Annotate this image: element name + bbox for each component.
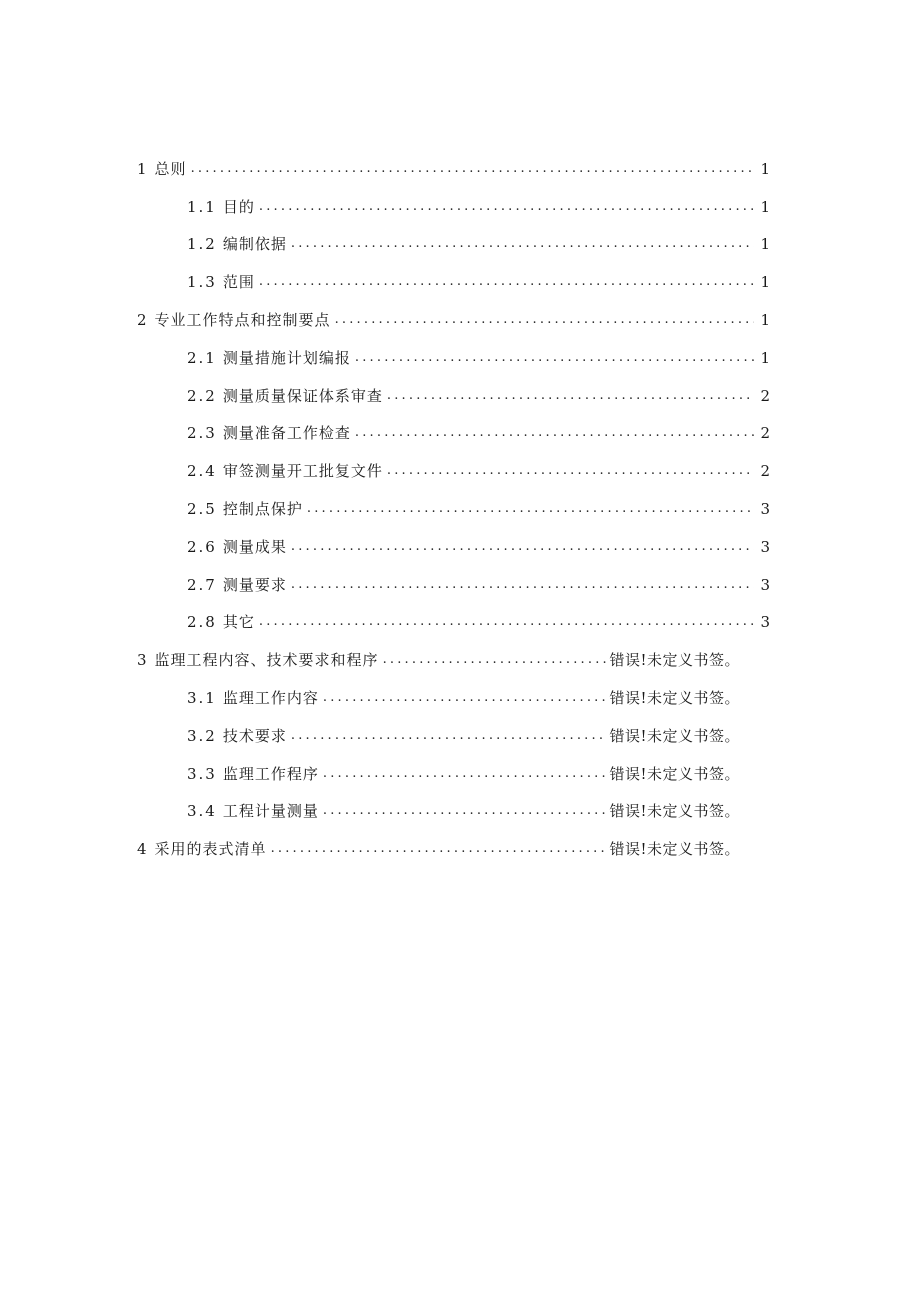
toc-entry-2-8[interactable] xyxy=(0,604,920,642)
toc-entry-number: 3 xyxy=(137,651,149,670)
toc-entry-title: 控制点保护 xyxy=(222,500,303,519)
toc-entry-1[interactable] xyxy=(0,150,920,188)
toc-entry-title: 编制依据 xyxy=(222,235,287,254)
toc-dot-leader xyxy=(307,499,754,519)
toc-entry-title: 监理工作程序 xyxy=(222,764,319,783)
toc-entry-2-1[interactable] xyxy=(0,339,920,377)
toc-dot-leader xyxy=(191,159,754,179)
toc-dot-leader xyxy=(291,234,754,254)
toc-dot-leader xyxy=(383,650,608,670)
toc-entry-number: 3.3 xyxy=(187,764,217,783)
toc-entry-page: 2 xyxy=(760,386,770,405)
toc-entry-title: 测量要求 xyxy=(222,575,287,594)
toc-dot-leader xyxy=(259,197,754,217)
toc-entry-number: 3.4 xyxy=(187,802,217,821)
toc-entry-3-1[interactable] xyxy=(0,679,920,717)
toc-dot-leader xyxy=(291,575,754,595)
toc-entry-page: 3 xyxy=(760,613,770,632)
toc-entry-page: 错误!未定义书签。 xyxy=(609,840,740,859)
toc-dot-leader xyxy=(291,537,754,557)
toc-entry-number: 2.1 xyxy=(187,348,217,367)
toc-entry-4[interactable] xyxy=(0,830,920,868)
toc-entry-page: 1 xyxy=(760,348,770,367)
toc-dot-leader xyxy=(335,310,754,330)
toc-entry-1-2[interactable] xyxy=(0,226,920,264)
toc-entry-page: 错误!未定义书签。 xyxy=(609,689,740,708)
toc-entry-title: 测量准备工作检查 xyxy=(222,424,351,443)
toc-dot-leader xyxy=(323,688,608,708)
toc-entry-number: 2.8 xyxy=(187,613,217,632)
toc-entry-title: 测量措施计划编报 xyxy=(222,348,351,367)
toc-entry-title: 技术要求 xyxy=(222,726,287,745)
toc-dot-leader xyxy=(387,461,754,481)
toc-dot-leader xyxy=(323,764,608,784)
toc-entry-page: 错误!未定义书签。 xyxy=(609,802,740,821)
toc-entry-title: 监理工作内容 xyxy=(222,689,319,708)
toc-entry-3[interactable] xyxy=(0,641,920,679)
table-of-contents xyxy=(0,150,920,868)
toc-dot-leader xyxy=(271,839,608,859)
toc-entry-title: 专业工作特点和控制要点 xyxy=(154,311,331,330)
toc-entry-page: 3 xyxy=(760,575,770,594)
toc-entry-page: 错误!未定义书签。 xyxy=(609,764,740,783)
toc-entry-2-7[interactable] xyxy=(0,566,920,604)
toc-entry-number: 1.2 xyxy=(187,235,217,254)
toc-entry-2-3[interactable] xyxy=(0,415,920,453)
toc-entry-2[interactable] xyxy=(0,301,920,339)
toc-entry-2-6[interactable] xyxy=(0,528,920,566)
toc-entry-page: 3 xyxy=(760,537,770,556)
toc-entry-page: 错误!未定义书签。 xyxy=(609,651,740,670)
toc-dot-leader xyxy=(323,801,608,821)
toc-entry-1-3[interactable] xyxy=(0,263,920,301)
toc-entry-number: 1 xyxy=(137,159,149,178)
toc-entry-3-2[interactable] xyxy=(0,717,920,755)
toc-entry-number: 2.3 xyxy=(187,424,217,443)
toc-entry-title: 监理工程内容、技术要求和程序 xyxy=(154,651,379,670)
toc-entry-page: 3 xyxy=(760,500,770,519)
toc-entry-title: 采用的表式清单 xyxy=(154,840,267,859)
toc-entry-page: 2 xyxy=(760,424,770,443)
toc-entry-number: 4 xyxy=(137,840,149,859)
toc-entry-number: 1.1 xyxy=(187,197,217,216)
toc-entry-page: 1 xyxy=(760,273,770,292)
toc-entry-number: 1.3 xyxy=(187,273,217,292)
toc-entry-title: 测量质量保证体系审查 xyxy=(222,386,383,405)
toc-entry-title: 总则 xyxy=(154,159,187,178)
toc-entry-number: 2.7 xyxy=(187,575,217,594)
toc-dot-leader xyxy=(355,348,754,368)
toc-entry-number: 3.2 xyxy=(187,726,217,745)
toc-entry-page: 1 xyxy=(760,159,770,178)
toc-entry-title: 审签测量开工批复文件 xyxy=(222,462,383,481)
toc-entry-2-5[interactable] xyxy=(0,490,920,528)
toc-dot-leader xyxy=(291,726,608,746)
toc-entry-page: 1 xyxy=(760,235,770,254)
toc-entry-page: 1 xyxy=(760,311,770,330)
toc-dot-leader xyxy=(355,423,754,443)
toc-entry-number: 2.5 xyxy=(187,500,217,519)
toc-entry-2-4[interactable] xyxy=(0,452,920,490)
toc-entry-number: 2.4 xyxy=(187,462,217,481)
toc-entry-title: 范围 xyxy=(222,273,255,292)
toc-entry-title: 测量成果 xyxy=(222,537,287,556)
toc-entry-number: 2.6 xyxy=(187,537,217,556)
toc-entry-page: 1 xyxy=(760,197,770,216)
toc-entry-title: 工程计量测量 xyxy=(222,802,319,821)
toc-entry-page: 错误!未定义书签。 xyxy=(609,726,740,745)
toc-entry-3-3[interactable] xyxy=(0,755,920,793)
toc-entry-page: 2 xyxy=(760,462,770,481)
toc-entry-number: 3.1 xyxy=(187,689,217,708)
toc-dot-leader xyxy=(387,386,754,406)
toc-entry-2-2[interactable] xyxy=(0,377,920,415)
toc-dot-leader xyxy=(259,612,754,632)
toc-entry-title: 其它 xyxy=(222,613,255,632)
toc-entry-1-1[interactable] xyxy=(0,188,920,226)
toc-dot-leader xyxy=(259,272,754,292)
toc-entry-title: 目的 xyxy=(222,197,255,216)
toc-entry-number: 2.2 xyxy=(187,386,217,405)
toc-entry-3-4[interactable] xyxy=(0,793,920,831)
toc-entry-number: 2 xyxy=(137,311,149,330)
